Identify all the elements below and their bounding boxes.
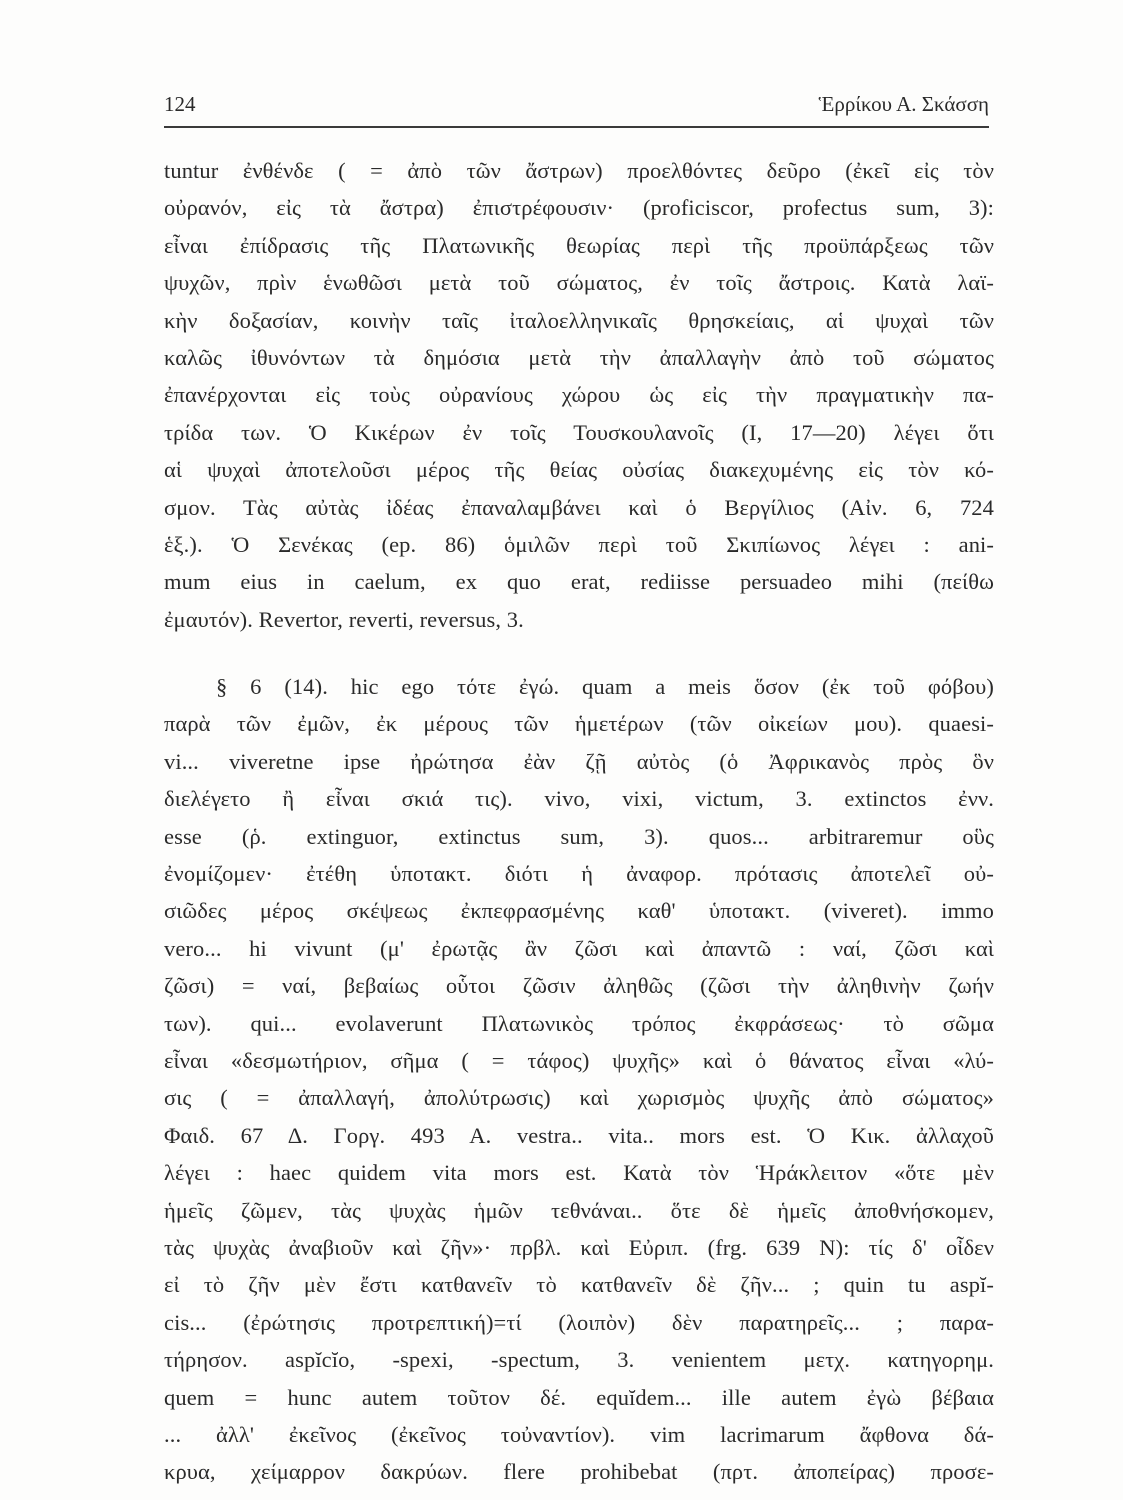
- text-line: παρὰ τῶν ἐμῶν, ἐκ μέρους τῶν ἡμετέρων (τῶν οἰκείων μου). quaesi-: [164, 711, 994, 737]
- text-line: ἐμαυτόν). Revertor, reverti, reversus, 3.: [164, 606, 524, 632]
- text-line: αἱ ψυχαὶ ἀποτελοῦσι μέρος τῆς θείας οὐσίας διακεχυμένης εἰς τὸν κό-: [164, 457, 994, 483]
- text-line: Φαιδ. 67 Δ. Γοργ. 493 Α. vestra.. vita.. mors est. Ὁ Κικ. ἀλλαχοῦ: [164, 1122, 994, 1148]
- text-line: τὰς ψυχὰς ἀναβιοῦν καὶ ζῆν»· πρβλ. καὶ Εὐριπ. (frg. 639 N): τίς δ' οἶδεν: [164, 1234, 994, 1260]
- text-line: τρίδα των. Ὁ Κικέρων ἐν τοῖς Τουσκουλανοῖς (Ι, 17—20) λέγει ὅτι: [164, 419, 994, 445]
- text-line: ἐνομίζομεν· ἐτέθη ὑποτακτ. διότι ἡ ἀναφορ. πρότασις ἀποτελεῖ οὐ-: [164, 861, 994, 887]
- text-line: κρυα, χείμαρρον δακρύων. flere prohibebat (πρτ. ἀποπείρας) προσε-: [164, 1459, 994, 1485]
- text-line: mum eius in caelum, ex quo erat, rediisse persuadeo mihi (πείθω: [164, 569, 994, 595]
- text-line: εἰ τὸ ζῆν μὲν ἔστι κατθανεῖν τὸ κατθανεῖν δὲ ζῆν... ; quin tu aspĭ-: [164, 1272, 994, 1298]
- text-line: tuntur ἐνθένδε ( = ἀπὸ τῶν ἄστρων) προελθόντες δεῦρο (ἐκεῖ εἰς τὸν: [164, 158, 994, 183]
- text-line: εἶναι «δεσμωτήριον, σῆμα ( = τάφος) ψυχῆς» καὶ ὁ θάνατος εἶναι «λύ-: [164, 1047, 994, 1073]
- header-rule: [164, 126, 989, 128]
- text-line: εἶναι ἐπίδρασις τῆς Πλατωνικῆς θεωρίας περὶ τῆς προϋπάρξεως τῶν: [164, 232, 994, 258]
- paragraph-2: [164, 668, 994, 1491]
- text-line: λέγει : haec quidem vita mors est. Κατὰ τὸν Ἡράκλειτον «ὅτε μὲν: [164, 1160, 994, 1186]
- paragraph-1: [164, 152, 994, 638]
- text-line: cis... (ἐρώτησις προτρεπτική)=τί (λοιπὸν) δὲν παρατηρεῖς... ; παρα-: [164, 1309, 994, 1335]
- page-number: 124: [164, 92, 196, 116]
- text-line: § 6 (14). hic ego τότε ἐγώ. quam a meis ὅσον (ἐκ τοῦ φόβου): [216, 674, 994, 700]
- text-line: ... ἀλλ' ἐκεῖνος (ἐκεῖνος τοὐναντίον). vim lacrimarum ἄφθονα δά-: [164, 1421, 994, 1447]
- text-line: σις ( = ἀπαλλαγή, ἀπολύτρωσις) καὶ χωρισμὸς ψυχῆς ἀπὸ σώματος»: [164, 1085, 994, 1111]
- text-line: καλῶς ἰθυνόντων τὰ δημόσια μετὰ τὴν ἀπαλλαγὴν ἀπὸ τοῦ σώματος: [164, 344, 994, 370]
- text-line: κὴν δοξασίαν, κοινὴν ταῖς ἰταλοελληνικαῖς θρησκείαις, αἱ ψυχαὶ τῶν: [164, 307, 994, 333]
- text-line: ζῶσι) = ναί, βεβαίως οὗτοι ζῶσιν ἀληθῶς (ζῶσι τὴν ἀληθινὴν ζωήν: [164, 973, 994, 999]
- text-line: τήρησον. aspĭcĭo, -spexi, -spectum, 3. venientem μετχ. κατηγορημ.: [164, 1347, 994, 1373]
- text-line: σμον. Τὰς αὐτὰς ἰδέας ἐπαναλαμβάνει καὶ ὁ Βεργίλιος (Αἰν. 6, 724: [164, 494, 994, 520]
- text-line: ἑξ.). Ὁ Σενέκας (ep. 86) ὁμιλῶν περὶ τοῦ Σκιπίωνος λέγει : ani-: [164, 531, 994, 557]
- text-line: σιῶδες μέρος σκέψεως ἐκπεφρασμένης καθ' ὑποτακτ. (viveret). immo: [164, 898, 994, 924]
- text-line: ἡμεῖς ζῶμεν, τὰς ψυχὰς ἡμῶν τεθνάναι.. ὅτε δὲ ἡμεῖς ἀποθνήσκομεν,: [164, 1197, 994, 1223]
- body-text: [164, 152, 994, 1491]
- text-line: vero... hi vivunt (μ' ἐρωτᾷς ἂν ζῶσι καὶ ἀπαντῶ : ναί, ζῶσι καὶ: [164, 935, 994, 961]
- text-line: οὐρανόν, εἰς τὰ ἄστρα) ἐπιστρέφουσιν· (proficiscor, profectus sum, 3):: [164, 195, 994, 221]
- text-line: esse (ῥ. extinguor, extinctus sum, 3). quos... arbitraremur οὓς: [164, 823, 994, 849]
- text-line: ἐπανέρχονται εἰς τοὺς οὐρανίους χώρου ὡς εἰς τὴν πραγματικὴν πα-: [164, 382, 994, 408]
- running-title: Ἑρρίκου Α. Σκάσση: [818, 92, 989, 116]
- text-line: vi... viveretne ipse ἠρώτησα ἐὰν ζῇ αὐτὸς (ὁ Ἀφρικανὸς πρὸς ὃν: [164, 748, 994, 774]
- text-line: των). qui... evolaverunt Πλατωνικὸς τρόπος ἐκφράσεως· τὸ σῶμα: [164, 1010, 994, 1036]
- page-header: [164, 92, 989, 122]
- text-line: quem = hunc autem τοῦτον δέ. equĭdem... ille autem ἐγὼ βέβαια: [164, 1384, 994, 1410]
- text-line: ψυχῶν, πρὶν ἑνωθῶσι μετὰ τοῦ σώματος, ἐν τοῖς ἄστροις. Κατὰ λαϊ-: [164, 270, 994, 296]
- paragraph-gap: [164, 638, 994, 668]
- text-line: διελέγετο ἢ εἶναι σκιά τις). vivo, vixi, victum, 3. extinctos ἐνν.: [164, 786, 994, 812]
